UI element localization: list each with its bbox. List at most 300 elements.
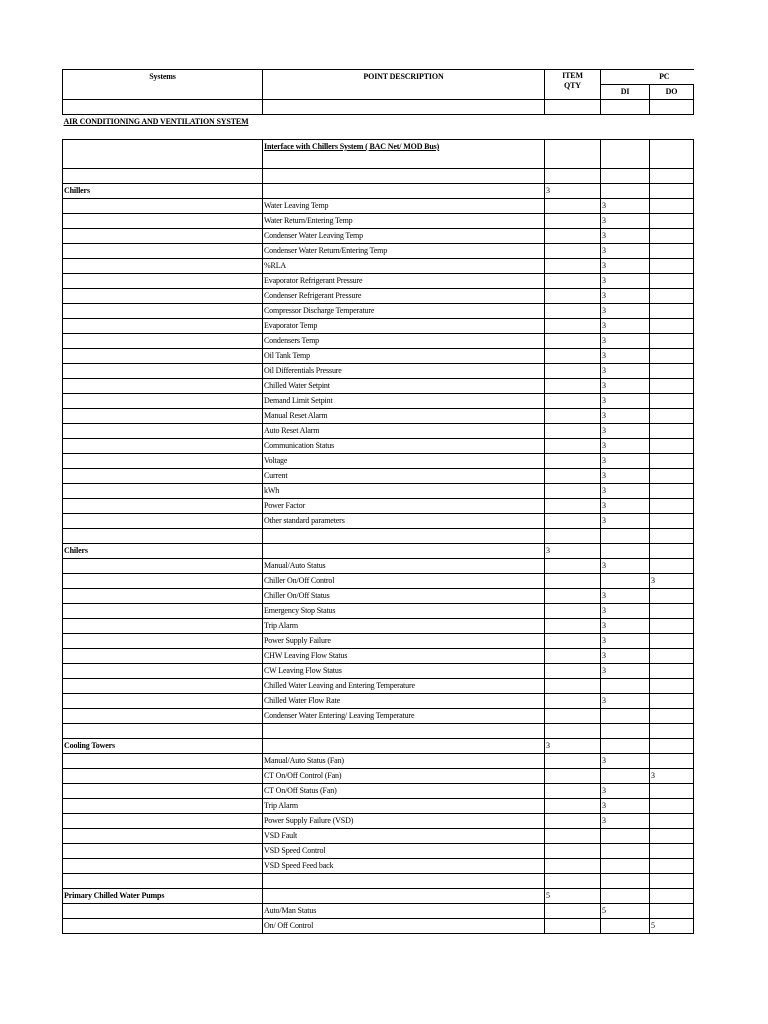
qty-cell: [545, 769, 601, 784]
di-cell: 3: [601, 604, 650, 619]
table-row: [63, 784, 694, 799]
table-row: [63, 754, 694, 769]
table-row: [63, 349, 694, 364]
di-cell: 3: [601, 634, 650, 649]
qty-cell: [545, 874, 601, 889]
table-row: [63, 364, 694, 379]
system-cell: [63, 679, 263, 694]
qty-cell: [545, 904, 601, 919]
do-cell: [650, 469, 694, 484]
table-row: [63, 694, 694, 709]
di-cell: 3: [601, 484, 650, 499]
di-cell: [601, 140, 650, 169]
do-cell: [650, 889, 694, 904]
system-cell: [63, 829, 263, 844]
do-cell: [650, 214, 694, 229]
description-cell: Current: [263, 469, 545, 484]
qty-cell: [545, 694, 601, 709]
di-cell: 3: [601, 784, 650, 799]
di-cell: [601, 724, 650, 739]
description-cell: %RLA: [263, 259, 545, 274]
do-cell: [650, 499, 694, 514]
system-cell: [63, 619, 263, 634]
description-cell: Evaporator Temp: [263, 319, 545, 334]
table-row: [63, 859, 694, 874]
description-cell: Manual/Auto Status: [263, 559, 545, 574]
do-cell: [650, 604, 694, 619]
qty-cell: [545, 349, 601, 364]
di-cell: 3: [601, 559, 650, 574]
do-cell: [650, 244, 694, 259]
do-cell: [650, 304, 694, 319]
do-cell: [650, 439, 694, 454]
header-item-qty: [545, 70, 601, 100]
di-cell: [601, 544, 650, 559]
description-cell: Compressor Discharge Temperature: [263, 304, 545, 319]
do-cell: [650, 409, 694, 424]
system-cell: [63, 754, 263, 769]
do-cell: [650, 589, 694, 604]
di-cell: 3: [601, 304, 650, 319]
description-cell: Condenser Water Entering/ Leaving Temperature: [263, 709, 545, 724]
do-cell: [650, 694, 694, 709]
table-row: [63, 214, 694, 229]
table-row: [63, 799, 694, 814]
di-cell: 3: [601, 319, 650, 334]
qty-cell: [545, 799, 601, 814]
description-cell: VSD Fault: [263, 829, 545, 844]
description-cell: Other standard parameters: [263, 514, 545, 529]
do-cell: [650, 679, 694, 694]
table-row: [63, 619, 694, 634]
description-cell: [263, 544, 545, 559]
description-cell: Chiller On/Off Status: [263, 589, 545, 604]
system-cell: [63, 919, 263, 934]
qty-cell: [545, 439, 601, 454]
di-cell: 3: [601, 514, 650, 529]
do-cell: [650, 784, 694, 799]
di-cell: [601, 844, 650, 859]
qty-cell: [545, 829, 601, 844]
header-row: [63, 70, 694, 85]
description-cell: Water Leaving Temp: [263, 199, 545, 214]
table-row: [63, 574, 694, 589]
description-cell: [263, 874, 545, 889]
qty-cell: [545, 679, 601, 694]
qty-cell: [545, 529, 601, 544]
do-cell: [650, 454, 694, 469]
di-cell: 3: [601, 664, 650, 679]
system-cell: [63, 304, 263, 319]
di-cell: [601, 889, 650, 904]
do-cell: [650, 274, 694, 289]
table-row: [63, 604, 694, 619]
di-cell: 3: [601, 694, 650, 709]
qty-cell: [545, 409, 601, 424]
description-cell: Emergency Stop Status: [263, 604, 545, 619]
description-cell: CT On/Off Control (Fan): [263, 769, 545, 784]
di-cell: [601, 739, 650, 754]
header-di: DI: [601, 85, 650, 100]
table-row: [63, 844, 694, 859]
di-cell: 3: [601, 289, 650, 304]
description-cell: Power Factor: [263, 499, 545, 514]
di-cell: 3: [601, 619, 650, 634]
system-cell: Primary Chilled Water Pumps: [63, 889, 263, 904]
qty-cell: [545, 574, 601, 589]
di-cell: [601, 169, 650, 184]
di-cell: 3: [601, 589, 650, 604]
di-cell: 3: [601, 469, 650, 484]
do-cell: [650, 859, 694, 874]
do-cell: [650, 349, 694, 364]
system-cell: [63, 814, 263, 829]
qty-cell: [545, 724, 601, 739]
qty-cell: [545, 319, 601, 334]
do-cell: [650, 799, 694, 814]
description-cell: CW Leaving Flow Status: [263, 664, 545, 679]
do-cell: [650, 829, 694, 844]
qty-cell: [545, 229, 601, 244]
qty-cell: [545, 754, 601, 769]
table-row: [63, 409, 694, 424]
system-cell: [63, 454, 263, 469]
qty-cell: [545, 364, 601, 379]
qty-cell: [545, 634, 601, 649]
table-row: [63, 439, 694, 454]
description-cell: [263, 724, 545, 739]
description-cell: Communication Status: [263, 439, 545, 454]
do-cell: [650, 199, 694, 214]
description-cell: Condenser Refrigerant Pressure: [263, 289, 545, 304]
do-cell: [650, 169, 694, 184]
description-cell: Interface with Chillers System ( BAC Net/ MOD Bus): [263, 140, 545, 169]
system-cell: [63, 499, 263, 514]
description-cell: Condensers Temp: [263, 334, 545, 349]
system-cell: [63, 589, 263, 604]
table-row: [63, 679, 694, 694]
table-row: [63, 709, 694, 724]
description-cell: Trip Alarm: [263, 619, 545, 634]
system-cell: [63, 664, 263, 679]
qty-cell: [545, 709, 601, 724]
table-row: [63, 319, 694, 334]
system-cell: [63, 874, 263, 889]
table-row: [63, 664, 694, 679]
description-cell: Evaporator Refrigerant Pressure: [263, 274, 545, 289]
table-row: [63, 304, 694, 319]
table-row: [63, 229, 694, 244]
do-cell: 3: [650, 769, 694, 784]
di-cell: [601, 769, 650, 784]
system-cell: [63, 274, 263, 289]
di-cell: 5: [601, 904, 650, 919]
points-schedule-table: [62, 69, 694, 934]
qty-cell: [545, 334, 601, 349]
header-qty: QTY: [564, 81, 581, 90]
table-row: [63, 289, 694, 304]
di-cell: [601, 709, 650, 724]
qty-cell: [545, 649, 601, 664]
description-cell: Voltage: [263, 454, 545, 469]
system-cell: [63, 604, 263, 619]
table-row: [63, 140, 694, 169]
description-cell: Power Supply Failure: [263, 634, 545, 649]
table-row: [63, 274, 694, 289]
do-cell: [650, 140, 694, 169]
spacer-row: [63, 100, 694, 115]
system-cell: Chillers: [63, 184, 263, 199]
table-row: [63, 334, 694, 349]
system-cell: [63, 559, 263, 574]
system-cell: [63, 634, 263, 649]
table-row: [63, 469, 694, 484]
qty-cell: [545, 394, 601, 409]
table-row: [63, 904, 694, 919]
table-row: [63, 514, 694, 529]
system-cell: [63, 140, 263, 169]
di-cell: 3: [601, 814, 650, 829]
qty-cell: [545, 214, 601, 229]
header-do: DO: [650, 85, 694, 100]
table-row: [63, 259, 694, 274]
do-cell: [650, 364, 694, 379]
system-cell: [63, 574, 263, 589]
table-row: [63, 394, 694, 409]
table-row: [63, 814, 694, 829]
system-cell: [63, 799, 263, 814]
do-cell: [650, 544, 694, 559]
di-cell: 3: [601, 244, 650, 259]
do-cell: [650, 649, 694, 664]
do-cell: [650, 814, 694, 829]
description-cell: Trip Alarm: [263, 799, 545, 814]
qty-cell: [545, 140, 601, 169]
table-row: [63, 589, 694, 604]
description-cell: CHW Leaving Flow Status: [263, 649, 545, 664]
qty-cell: [545, 619, 601, 634]
description-cell: [263, 169, 545, 184]
table-row: [63, 424, 694, 439]
description-cell: VSD Speed Feed back: [263, 859, 545, 874]
table-row: [63, 499, 694, 514]
do-cell: [650, 334, 694, 349]
group-row: [63, 889, 694, 904]
qty-cell: [545, 499, 601, 514]
group-row: [63, 739, 694, 754]
qty-cell: [545, 484, 601, 499]
system-cell: [63, 349, 263, 364]
table-row: [63, 634, 694, 649]
di-cell: 3: [601, 499, 650, 514]
system-cell: [63, 859, 263, 874]
table-row: [63, 244, 694, 259]
header-item: ITEM: [562, 71, 583, 80]
description-cell: [263, 889, 545, 904]
system-cell: Cooling Towers: [63, 739, 263, 754]
di-cell: 3: [601, 379, 650, 394]
qty-cell: [545, 199, 601, 214]
qty-cell: [545, 514, 601, 529]
di-cell: 3: [601, 364, 650, 379]
do-cell: [650, 424, 694, 439]
do-cell: [650, 379, 694, 394]
group-row: [63, 544, 694, 559]
header-point-description: POINT DESCRIPTION: [263, 70, 545, 100]
do-cell: [650, 874, 694, 889]
table-row: [63, 559, 694, 574]
di-cell: 3: [601, 214, 650, 229]
do-cell: [650, 634, 694, 649]
di-cell: [601, 184, 650, 199]
system-cell: [63, 904, 263, 919]
system-cell: [63, 529, 263, 544]
di-cell: [601, 874, 650, 889]
description-cell: Manual/Auto Status (Fan): [263, 754, 545, 769]
do-cell: [650, 724, 694, 739]
system-cell: [63, 694, 263, 709]
do-cell: [650, 559, 694, 574]
qty-cell: 3: [545, 184, 601, 199]
system-cell: [63, 379, 263, 394]
description-cell: [263, 529, 545, 544]
system-cell: [63, 439, 263, 454]
qty-cell: [545, 784, 601, 799]
description-cell: Chilled Water Leaving and Entering Temperature: [263, 679, 545, 694]
do-cell: [650, 514, 694, 529]
di-cell: 3: [601, 454, 650, 469]
description-cell: Water Return/Entering Temp: [263, 214, 545, 229]
do-cell: [650, 394, 694, 409]
di-cell: [601, 919, 650, 934]
description-cell: CT On/Off Status (Fan): [263, 784, 545, 799]
description-cell: [263, 739, 545, 754]
blank-row: [63, 169, 694, 184]
qty-cell: 3: [545, 544, 601, 559]
di-cell: 3: [601, 349, 650, 364]
di-cell: 3: [601, 274, 650, 289]
system-cell: [63, 484, 263, 499]
di-cell: 3: [601, 334, 650, 349]
description-cell: Chilled Water Setpint: [263, 379, 545, 394]
qty-cell: [545, 814, 601, 829]
do-cell: [650, 289, 694, 304]
do-cell: [650, 844, 694, 859]
section-title: AIR CONDITIONING AND VENTILATION SYSTEM: [63, 117, 249, 126]
system-cell: [63, 409, 263, 424]
description-cell: Auto Reset Alarm: [263, 424, 545, 439]
description-cell: Auto/Man Status: [263, 904, 545, 919]
description-cell: Chilled Water Flow Rate: [263, 694, 545, 709]
do-cell: [650, 319, 694, 334]
system-cell: [63, 769, 263, 784]
di-cell: 3: [601, 799, 650, 814]
qty-cell: [545, 589, 601, 604]
system-cell: [63, 469, 263, 484]
di-cell: 3: [601, 409, 650, 424]
qty-cell: [545, 274, 601, 289]
qty-cell: [545, 469, 601, 484]
qty-cell: [545, 919, 601, 934]
description-cell: kWh: [263, 484, 545, 499]
qty-cell: [545, 844, 601, 859]
do-cell: 5: [650, 919, 694, 934]
description-cell: Demand Limit Setpint: [263, 394, 545, 409]
table-row: [63, 649, 694, 664]
table-row: [63, 919, 694, 934]
description-cell: Condenser Water Return/Entering Temp: [263, 244, 545, 259]
header-points-group-label: PC: [659, 72, 670, 81]
di-cell: [601, 574, 650, 589]
do-cell: [650, 709, 694, 724]
di-cell: [601, 859, 650, 874]
di-cell: 3: [601, 424, 650, 439]
qty-cell: [545, 664, 601, 679]
do-cell: [650, 529, 694, 544]
description-cell: Chiller On/Off Control: [263, 574, 545, 589]
description-cell: On/ Off Control: [263, 919, 545, 934]
description-cell: Power Supply Failure (VSD): [263, 814, 545, 829]
do-cell: [650, 259, 694, 274]
section-title-row: [63, 115, 694, 130]
qty-cell: [545, 259, 601, 274]
system-cell: Chilers: [63, 544, 263, 559]
do-cell: [650, 619, 694, 634]
system-cell: [63, 244, 263, 259]
table-row: [63, 454, 694, 469]
do-cell: [650, 229, 694, 244]
blank-row: [63, 724, 694, 739]
system-cell: [63, 649, 263, 664]
di-cell: 3: [601, 394, 650, 409]
system-cell: [63, 334, 263, 349]
system-cell: [63, 229, 263, 244]
qty-cell: [545, 244, 601, 259]
qty-cell: [545, 379, 601, 394]
header-points-group: [601, 70, 694, 85]
di-cell: 3: [601, 649, 650, 664]
do-cell: [650, 754, 694, 769]
system-cell: [63, 214, 263, 229]
system-cell: [63, 364, 263, 379]
description-cell: Oil Differentials Pressure: [263, 364, 545, 379]
description-cell: Oil Tank Temp: [263, 349, 545, 364]
qty-cell: [545, 169, 601, 184]
qty-cell: [545, 304, 601, 319]
table-row: [63, 769, 694, 784]
di-cell: 3: [601, 439, 650, 454]
di-cell: 3: [601, 259, 650, 274]
description-cell: Condenser Water Leaving Temp: [263, 229, 545, 244]
system-cell: [63, 784, 263, 799]
do-cell: [650, 739, 694, 754]
description-cell: [263, 184, 545, 199]
qty-cell: 5: [545, 889, 601, 904]
system-cell: [63, 724, 263, 739]
qty-cell: [545, 289, 601, 304]
qty-cell: [545, 454, 601, 469]
qty-cell: 3: [545, 739, 601, 754]
system-cell: [63, 259, 263, 274]
header-systems: Systems: [63, 70, 263, 100]
qty-cell: [545, 859, 601, 874]
do-cell: 3: [650, 574, 694, 589]
table-row: [63, 484, 694, 499]
di-cell: [601, 679, 650, 694]
system-cell: [63, 169, 263, 184]
di-cell: 3: [601, 199, 650, 214]
system-cell: [63, 394, 263, 409]
